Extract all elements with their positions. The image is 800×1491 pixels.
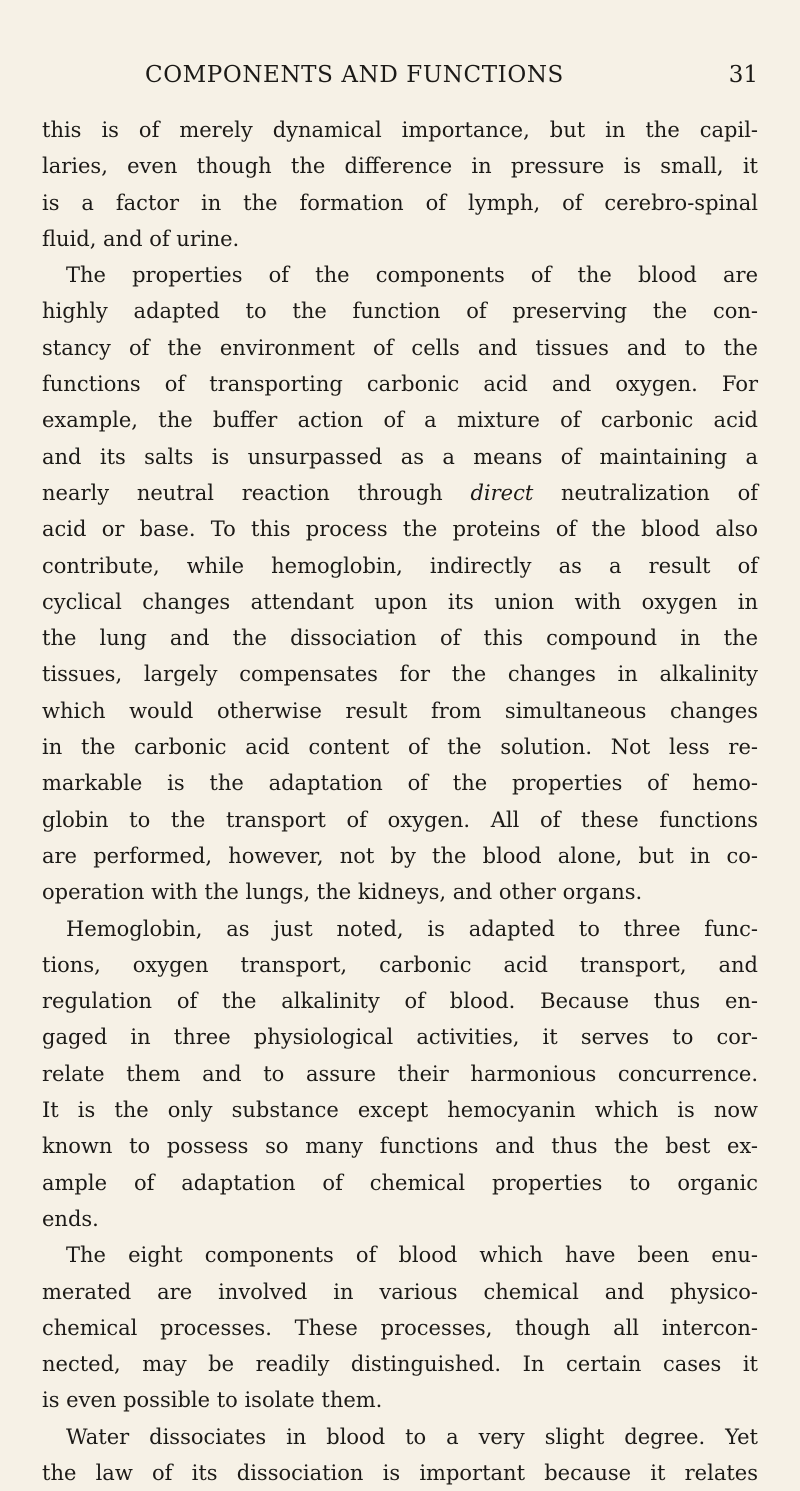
paragraph-4 xyxy=(42,1237,758,1418)
paragraph-3 xyxy=(42,911,758,1238)
text-line: tions, oxygen transport, carbonic acid transport, and xyxy=(42,952,758,977)
text-line: operation with the lungs, the kidneys, and other organs. xyxy=(42,880,643,905)
text-line: ends. xyxy=(42,1206,99,1231)
text-line: highly adapted to the function of preserving the con- xyxy=(42,299,758,324)
text-line: The eight components of blood which have been enu- xyxy=(66,1243,758,1268)
text-line: relate them and to assure their harmonious concurrence. xyxy=(42,1061,758,1086)
text-line: which would otherwise result from simultaneous changes xyxy=(42,698,758,723)
text-line: known to possess so many functions and thus the best ex- xyxy=(42,1134,758,1159)
text-line: markable is the adaptation of the properties of hemo- xyxy=(42,771,758,796)
text-line: functions of transporting carbonic acid and oxygen. For xyxy=(42,372,758,397)
paragraph-2 xyxy=(42,257,758,910)
text-line: the lung and the dissociation of this compound in the xyxy=(42,626,758,651)
text-line: Water dissociates in blood to a very slight degree. Yet xyxy=(66,1424,758,1449)
paragraph-1 xyxy=(42,112,758,257)
text-line: tissues, largely compensates for the changes in alkalinity xyxy=(42,662,758,687)
running-head xyxy=(145,62,758,96)
text-line: the law of its dissociation is important because it relates xyxy=(42,1460,758,1485)
text-line: ample of adaptation of chemical properties to organic xyxy=(42,1170,758,1195)
text-line: laries, even though the difference in pressure is small, it xyxy=(42,154,758,179)
text-line: contribute, while hemoglobin, indirectly as a result of xyxy=(42,553,758,578)
text-line: regulation of the alkalinity of blood. Because thus en- xyxy=(42,989,758,1014)
text-line: example, the buffer action of a mixture of carbonic acid xyxy=(42,408,758,433)
text-line: merated are involved in various chemical and physico- xyxy=(42,1279,758,1304)
running-title: COMPONENTS AND FUNCTIONS xyxy=(145,62,564,88)
text-line: It is the only substance except hemocyanin which is now xyxy=(42,1098,758,1123)
paragraph-5 xyxy=(42,1419,758,1491)
text-line: acid or base. To this process the proteins of the blood also xyxy=(42,517,758,542)
text-line: globin to the transport of oxygen. All of these functions xyxy=(42,807,758,832)
text-line: cyclical changes attendant upon its union with oxygen in xyxy=(42,589,758,614)
body-text xyxy=(42,112,758,1491)
text-line: nected, may be readily distinguished. In certain cases it xyxy=(42,1352,758,1377)
text-line: gaged in three physiological activities, it serves to cor- xyxy=(42,1025,758,1050)
emphasized-word: direct xyxy=(470,480,534,505)
text-line: is a factor in the formation of lymph, of cerebro-spinal xyxy=(42,190,758,215)
page-number: 31 xyxy=(728,62,758,88)
text-line: are performed, however, not by the blood alone, but in co- xyxy=(42,843,758,868)
text-line: is even possible to isolate them. xyxy=(42,1388,383,1413)
text-line: Hemoglobin, as just noted, is adapted to three func- xyxy=(66,916,758,941)
text-line: The properties of the components of the blood are xyxy=(66,263,758,288)
text-line: fluid, and of urine. xyxy=(42,226,240,251)
text-line: this is of merely dynamical importance, but in the capil- xyxy=(42,118,758,142)
text-line-with-italic: nearly neutral reaction through direct neutralization of xyxy=(42,480,758,505)
text-line: stancy of the environment of cells and tissues and to the xyxy=(42,335,758,360)
text-line: and its salts is unsurpassed as a means of maintaining a xyxy=(42,444,758,469)
text-line: in the carbonic acid content of the solution. Not less re- xyxy=(42,735,758,760)
text-line: chemical processes. These processes, though all intercon- xyxy=(42,1315,758,1340)
